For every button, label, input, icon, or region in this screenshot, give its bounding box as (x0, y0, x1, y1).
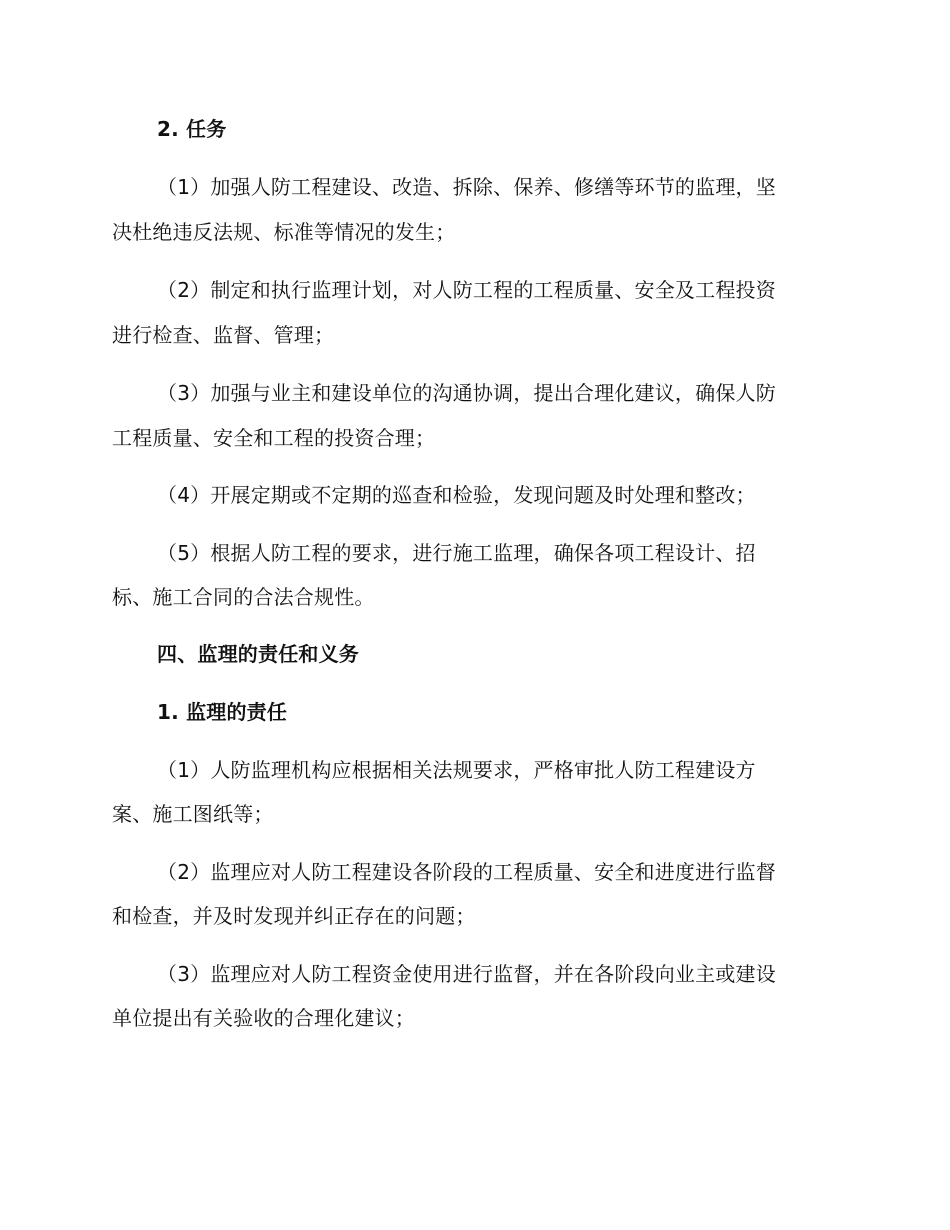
section-heading-task: 2. 任务 (157, 117, 227, 141)
paragraph-line: （3）加强与业主和建设单位的沟通协调，提出合理化建议，确保人防 (157, 381, 776, 405)
paragraph-line: 案、施工图纸等； (112, 802, 274, 826)
paragraph-line: 决杜绝违反法规、标准等情况的发生； (112, 220, 456, 244)
section-heading-four: 四、监理的责任和义务 (157, 642, 359, 666)
paragraph-line: 进行检查、监督、管理； (112, 323, 335, 347)
paragraph-line: （2）制定和执行监理计划，对人防工程的工程质量、安全及工程投资 (157, 278, 776, 302)
paragraph-line: （2）监理应对人防工程建设各阶段的工程质量、安全和进度进行监督 (157, 860, 776, 884)
paragraph-line: 单位提出有关验收的合理化建议； (112, 1006, 415, 1030)
paragraph-line: 标、施工合同的合法合规性。 (112, 585, 375, 609)
paragraph-line: （3）监理应对人防工程资金使用进行监督，并在各阶段向业主或建设 (157, 962, 776, 986)
paragraph-line: （5）根据人防工程的要求，进行施工监理，确保各项工程设计、招 (157, 541, 756, 565)
paragraph-line: （4）开展定期或不定期的巡查和检验，发现问题及时处理和整改； (157, 483, 756, 507)
paragraph-line: （1）加强人防工程建设、改造、拆除、保养、修缮等环节的监理，坚 (157, 175, 776, 199)
subsection-heading-responsibility: 1. 监理的责任 (157, 700, 288, 724)
paragraph-line: 和检查，并及时发现并纠正存在的问题； (112, 904, 476, 928)
paragraph-line: 工程质量、安全和工程的投资合理； (112, 426, 436, 450)
paragraph-line: （1）人防监理机构应根据相关法规要求，严格审批人防工程建设方 (157, 758, 756, 782)
